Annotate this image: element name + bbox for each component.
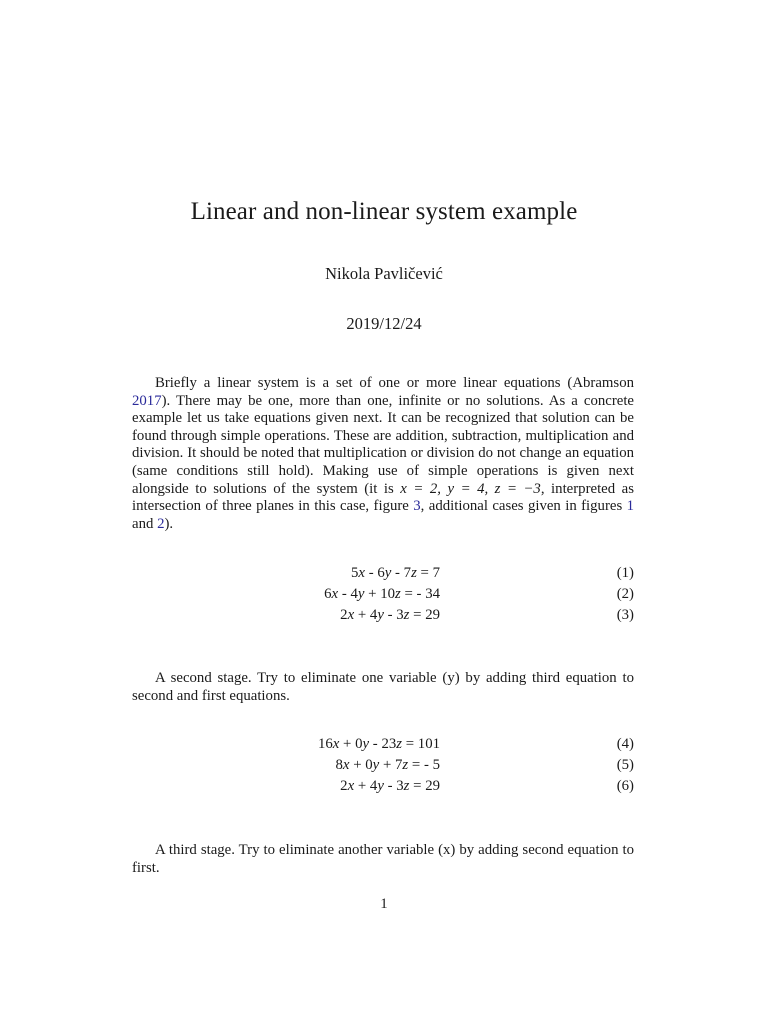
page-number: 1	[380, 896, 388, 912]
equation-number: (1)	[616, 565, 634, 581]
figure-link-2[interactable]: 2	[157, 515, 165, 532]
equation-text: 2x + 4y - 3z = 29	[340, 778, 440, 794]
equation-row	[132, 757, 634, 778]
equation-block-stage2	[132, 736, 634, 799]
intro-paragraph	[132, 375, 634, 533]
equation-number: (4)	[616, 736, 634, 752]
equation-text: 16x + 0y - 23z = 101	[317, 736, 440, 752]
equation-row	[132, 736, 634, 757]
equation-text: 6x - 4y + 10z = - 34	[324, 586, 440, 602]
solution-values: x = 2, y = 4, z = −3	[400, 480, 541, 497]
equation-text: 8x + 0y + 7z = - 5	[335, 757, 440, 773]
equation-row	[132, 607, 634, 628]
author-name: Nikola Pavličević	[325, 264, 443, 283]
equation-number: (5)	[616, 757, 634, 773]
document-date: 2019/12/24	[346, 314, 422, 333]
equation-number: (2)	[616, 586, 634, 602]
stage3-paragraph: A third stage. Try to eliminate another variable (x) by adding second equation to first.	[132, 842, 634, 876]
intro-text-3: , interpreted as intersection of three planes in this case, figure	[132, 480, 634, 515]
equation-number: (3)	[616, 607, 634, 623]
intro-text-4: , additional cases given in figures	[420, 498, 627, 515]
equation-row	[132, 565, 634, 586]
figure-link-3[interactable]: 3	[413, 498, 421, 515]
stage2-paragraph: A second stage. Try to eliminate one variable (y) by adding third equation to second and first equations.	[132, 670, 634, 704]
equation-block-stage1	[132, 565, 634, 628]
equation-row	[132, 586, 634, 607]
equation-text: 2x + 4y - 3z = 29	[340, 607, 440, 623]
equation-row	[132, 778, 634, 799]
intro-text-5: and	[132, 515, 158, 532]
document-title: Linear and non-linear system example	[190, 198, 578, 225]
equation-text: 5x - 6y - 7z = 7	[351, 565, 440, 581]
figure-link-1[interactable]: 1	[626, 498, 635, 515]
intro-text-6: ).	[164, 515, 174, 532]
intro-text-2: ). There may be one, more than one, infinite or no solutions. As a concrete example let us take equations given next. It can be recognized that solution can be found through simple operations. These are addition, subtraction, multiplication and division. It should be noted that multiplication or division do not change an equation (same conditions still hold). Making use of simple operations is given next alongside to solutions of the system (it is	[132, 392, 634, 497]
intro-text-1: Briefly a linear system is a set of one or more linear equations (Abramson	[155, 375, 634, 391]
citation-link[interactable]: 2017	[132, 392, 162, 409]
equation-number: (6)	[616, 778, 634, 794]
